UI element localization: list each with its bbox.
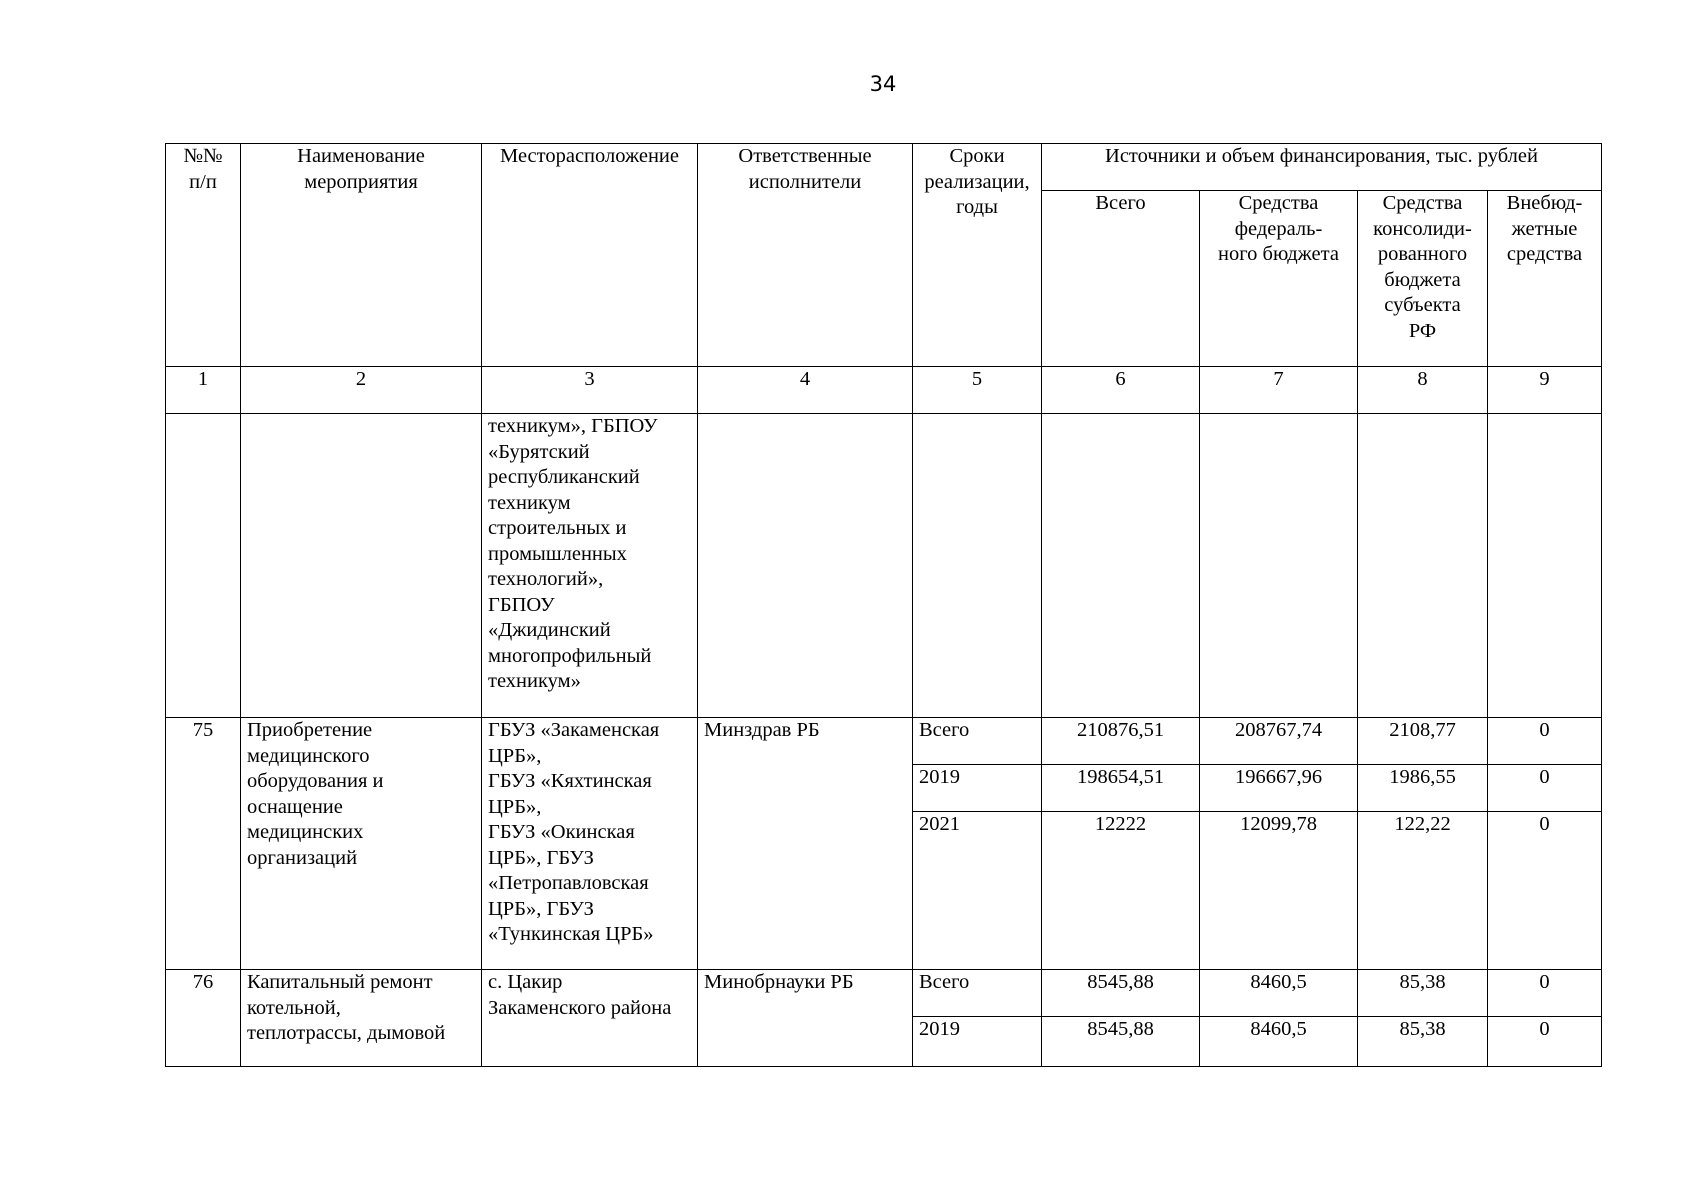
cell-empty [166, 414, 241, 718]
entry-responsible: Минздрав РБ [698, 718, 913, 970]
cell-empty [1358, 414, 1488, 718]
cell-empty [1200, 414, 1358, 718]
entry-responsible: Минобрнауки РБ [698, 970, 913, 1067]
entry-federal: 196667,96 [1200, 765, 1358, 812]
cell-empty [1042, 414, 1200, 718]
header-funding-group: Источники и объем финансирования, тыс. рублей [1042, 144, 1602, 191]
entry-offbudget: 0 [1488, 718, 1602, 765]
entry-regional: 122,22 [1358, 812, 1488, 970]
entry-period: 2019 [913, 765, 1042, 812]
column-number: 6 [1042, 367, 1200, 414]
column-number: 3 [482, 367, 698, 414]
entry-regional: 2108,77 [1358, 718, 1488, 765]
column-number: 5 [913, 367, 1042, 414]
entry-total: 8545,88 [1042, 1017, 1200, 1067]
entry-federal: 8460,5 [1200, 970, 1358, 1017]
cell-empty [698, 414, 913, 718]
column-number: 7 [1200, 367, 1358, 414]
header-name: Наименование мероприятия [241, 144, 482, 367]
header-offbudget: Внебюд- жетные средства [1488, 191, 1602, 367]
entry-name: Капитальный ремонт котельной, теплотрассы, дымовой [241, 970, 482, 1067]
header-total: Всего [1042, 191, 1200, 367]
header-regional: Средства консолиди- рованного бюджета субъекта РФ [1358, 191, 1488, 367]
column-number-row [166, 367, 1602, 414]
header-number: №№ п/п [166, 144, 241, 367]
column-number: 9 [1488, 367, 1602, 414]
entry-offbudget: 0 [1488, 1017, 1602, 1067]
entry-period: 2019 [913, 1017, 1042, 1067]
financing-table [165, 143, 1602, 1067]
header-location: Месторасположение [482, 144, 698, 367]
column-number: 8 [1358, 367, 1488, 414]
entry-federal: 8460,5 [1200, 1017, 1358, 1067]
cell-empty [913, 414, 1042, 718]
entry-offbudget: 0 [1488, 812, 1602, 970]
entry-location: с. Цакир Закаменского района [482, 970, 698, 1067]
header-period: Сроки реализации, годы [913, 144, 1042, 367]
column-number: 4 [698, 367, 913, 414]
entry-period: Всего [913, 718, 1042, 765]
header-federal: Средства федераль- ного бюджета [1200, 191, 1358, 367]
entry-total: 12222 [1042, 812, 1200, 970]
entry-regional: 1986,55 [1358, 765, 1488, 812]
entry-regional: 85,38 [1358, 1017, 1488, 1067]
table-header-row [166, 144, 1602, 191]
entry-federal: 208767,74 [1200, 718, 1358, 765]
entry-offbudget: 0 [1488, 765, 1602, 812]
entry-period: Всего [913, 970, 1042, 1017]
entry-number: 76 [166, 970, 241, 1067]
entry-regional: 85,38 [1358, 970, 1488, 1017]
entry-federal: 12099,78 [1200, 812, 1358, 970]
continuation-row [166, 414, 1602, 718]
entry-location: ГБУЗ «Закаменская ЦРБ», ГБУЗ «Кяхтинская ЦРБ», ГБУЗ «Окинская ЦРБ», ГБУЗ «Петропавловская ЦРБ», ГБУЗ «Тункинская ЦРБ» [482, 718, 698, 970]
table-row [166, 718, 1602, 765]
entry-period: 2021 [913, 812, 1042, 970]
continuation-location: техникум», ГБПОУ «Бурятский республиканский техникум строительных и промышленных технологий», ГБПОУ «Джидинский многопрофильный техникум» [482, 414, 698, 718]
entry-total: 8545,88 [1042, 970, 1200, 1017]
column-number: 1 [166, 367, 241, 414]
entry-offbudget: 0 [1488, 970, 1602, 1017]
header-responsible: Ответственные исполнители [698, 144, 913, 367]
cell-empty [1488, 414, 1602, 718]
page-number: 34 [869, 72, 897, 96]
column-number: 2 [241, 367, 482, 414]
entry-total: 210876,51 [1042, 718, 1200, 765]
entry-name: Приобретение медицинского оборудования и оснащение медицинских организаций [241, 718, 482, 970]
entry-total: 198654,51 [1042, 765, 1200, 812]
table-row [166, 970, 1602, 1017]
entry-number: 75 [166, 718, 241, 970]
cell-empty [241, 414, 482, 718]
